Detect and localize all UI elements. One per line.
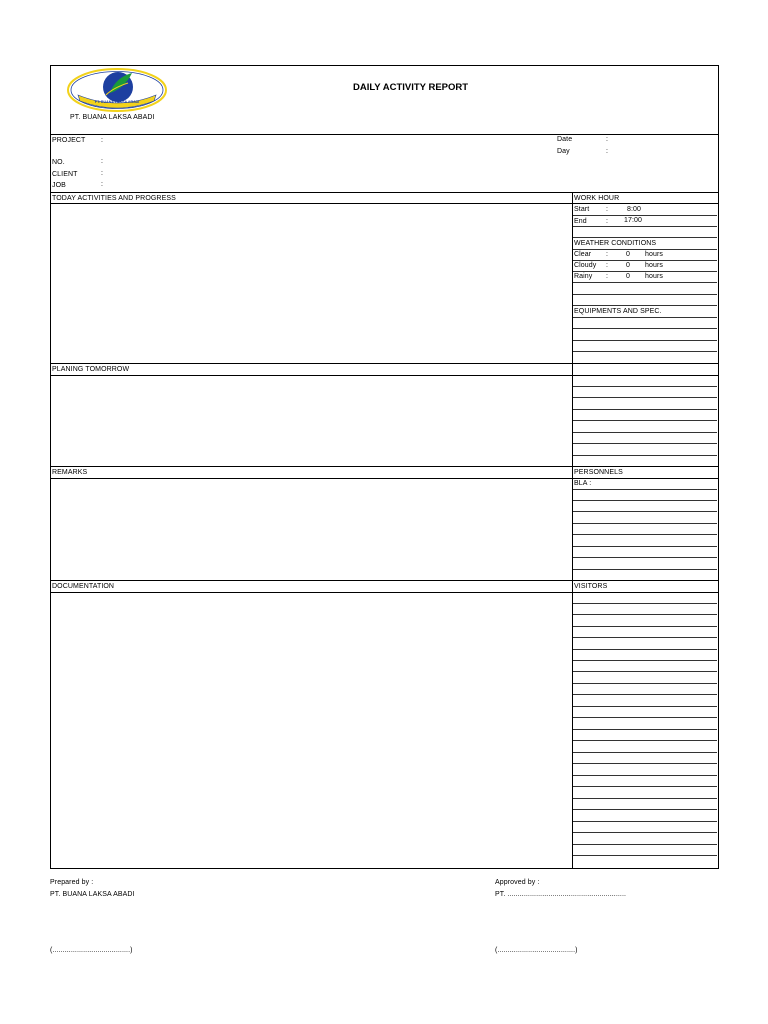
page-title: DAILY ACTIVITY REPORT xyxy=(353,82,469,93)
job-colon: : xyxy=(101,181,104,188)
weather-rainy-unit: hours xyxy=(645,273,664,280)
no-label: NO. xyxy=(52,159,65,166)
personnels-header: PERSONNELS xyxy=(574,469,623,476)
client-label: CLIENT xyxy=(52,171,78,178)
prepared-by-label: Prepared by : xyxy=(50,879,94,886)
weather-header: WEATHER CONDITIONS xyxy=(574,240,657,247)
work-hour-start-label: Start xyxy=(574,206,590,213)
section-planing-tomorrow: PLANING TOMORROW xyxy=(52,366,130,373)
personnels-bla-label: BLA : xyxy=(574,480,592,487)
day-colon: : xyxy=(606,148,609,155)
weather-cloudy-unit: hours xyxy=(645,262,664,269)
weather-clear-unit: hours xyxy=(645,251,664,258)
weather-cloudy-colon: : xyxy=(606,262,609,269)
side-column-rows xyxy=(573,0,717,868)
weather-clear-value: 0 xyxy=(626,251,630,258)
client-colon: : xyxy=(101,170,104,177)
work-hour-start-colon: : xyxy=(606,206,609,213)
weather-clear-colon: : xyxy=(606,251,609,258)
equipments-header: EQUIPMENTS AND SPEC. xyxy=(574,308,662,315)
visitors-header: VISITORS xyxy=(574,583,608,590)
section-documentation: DOCUMENTATION xyxy=(52,583,115,590)
project-colon: : xyxy=(101,137,104,144)
signature-right: (......................................) xyxy=(495,947,578,954)
weather-rainy-label: Rainy xyxy=(574,273,593,280)
approved-pt-line: PT. .......................................................... xyxy=(495,891,627,898)
date-colon: : xyxy=(606,136,609,143)
logo-text: PT. BUANA LAKSA ABADI xyxy=(94,100,140,104)
day-label: Day xyxy=(557,148,570,155)
job-label: JOB xyxy=(52,182,66,189)
weather-rainy-value: 0 xyxy=(626,273,630,280)
weather-cloudy-label: Cloudy xyxy=(574,262,597,269)
date-label: Date xyxy=(557,136,573,143)
section-today-activities: TODAY ACTIVITIES AND PROGRESS xyxy=(52,195,176,202)
weather-rainy-colon: : xyxy=(606,273,609,280)
weather-clear-label: Clear xyxy=(574,251,592,258)
work-hour-header: WORK HOUR xyxy=(574,195,620,202)
work-hour-end-label: End xyxy=(574,218,587,225)
company-name: PT. BUANA LAKSA ABADI xyxy=(70,114,155,121)
prepared-company: PT. BUANA LAKSA ABADI xyxy=(50,891,135,898)
work-hour-end-value: 17:00 xyxy=(624,217,643,224)
signature-left: (......................................) xyxy=(50,947,133,954)
no-colon: : xyxy=(101,158,104,165)
section-remarks: REMARKS xyxy=(52,469,88,476)
project-label: PROJECT xyxy=(52,137,86,144)
work-hour-end-colon: : xyxy=(606,218,609,225)
weather-cloudy-value: 0 xyxy=(626,262,630,269)
company-logo xyxy=(66,67,168,115)
approved-by-label: Approved by : xyxy=(495,879,540,886)
work-hour-start-value: 8:00 xyxy=(627,206,642,213)
